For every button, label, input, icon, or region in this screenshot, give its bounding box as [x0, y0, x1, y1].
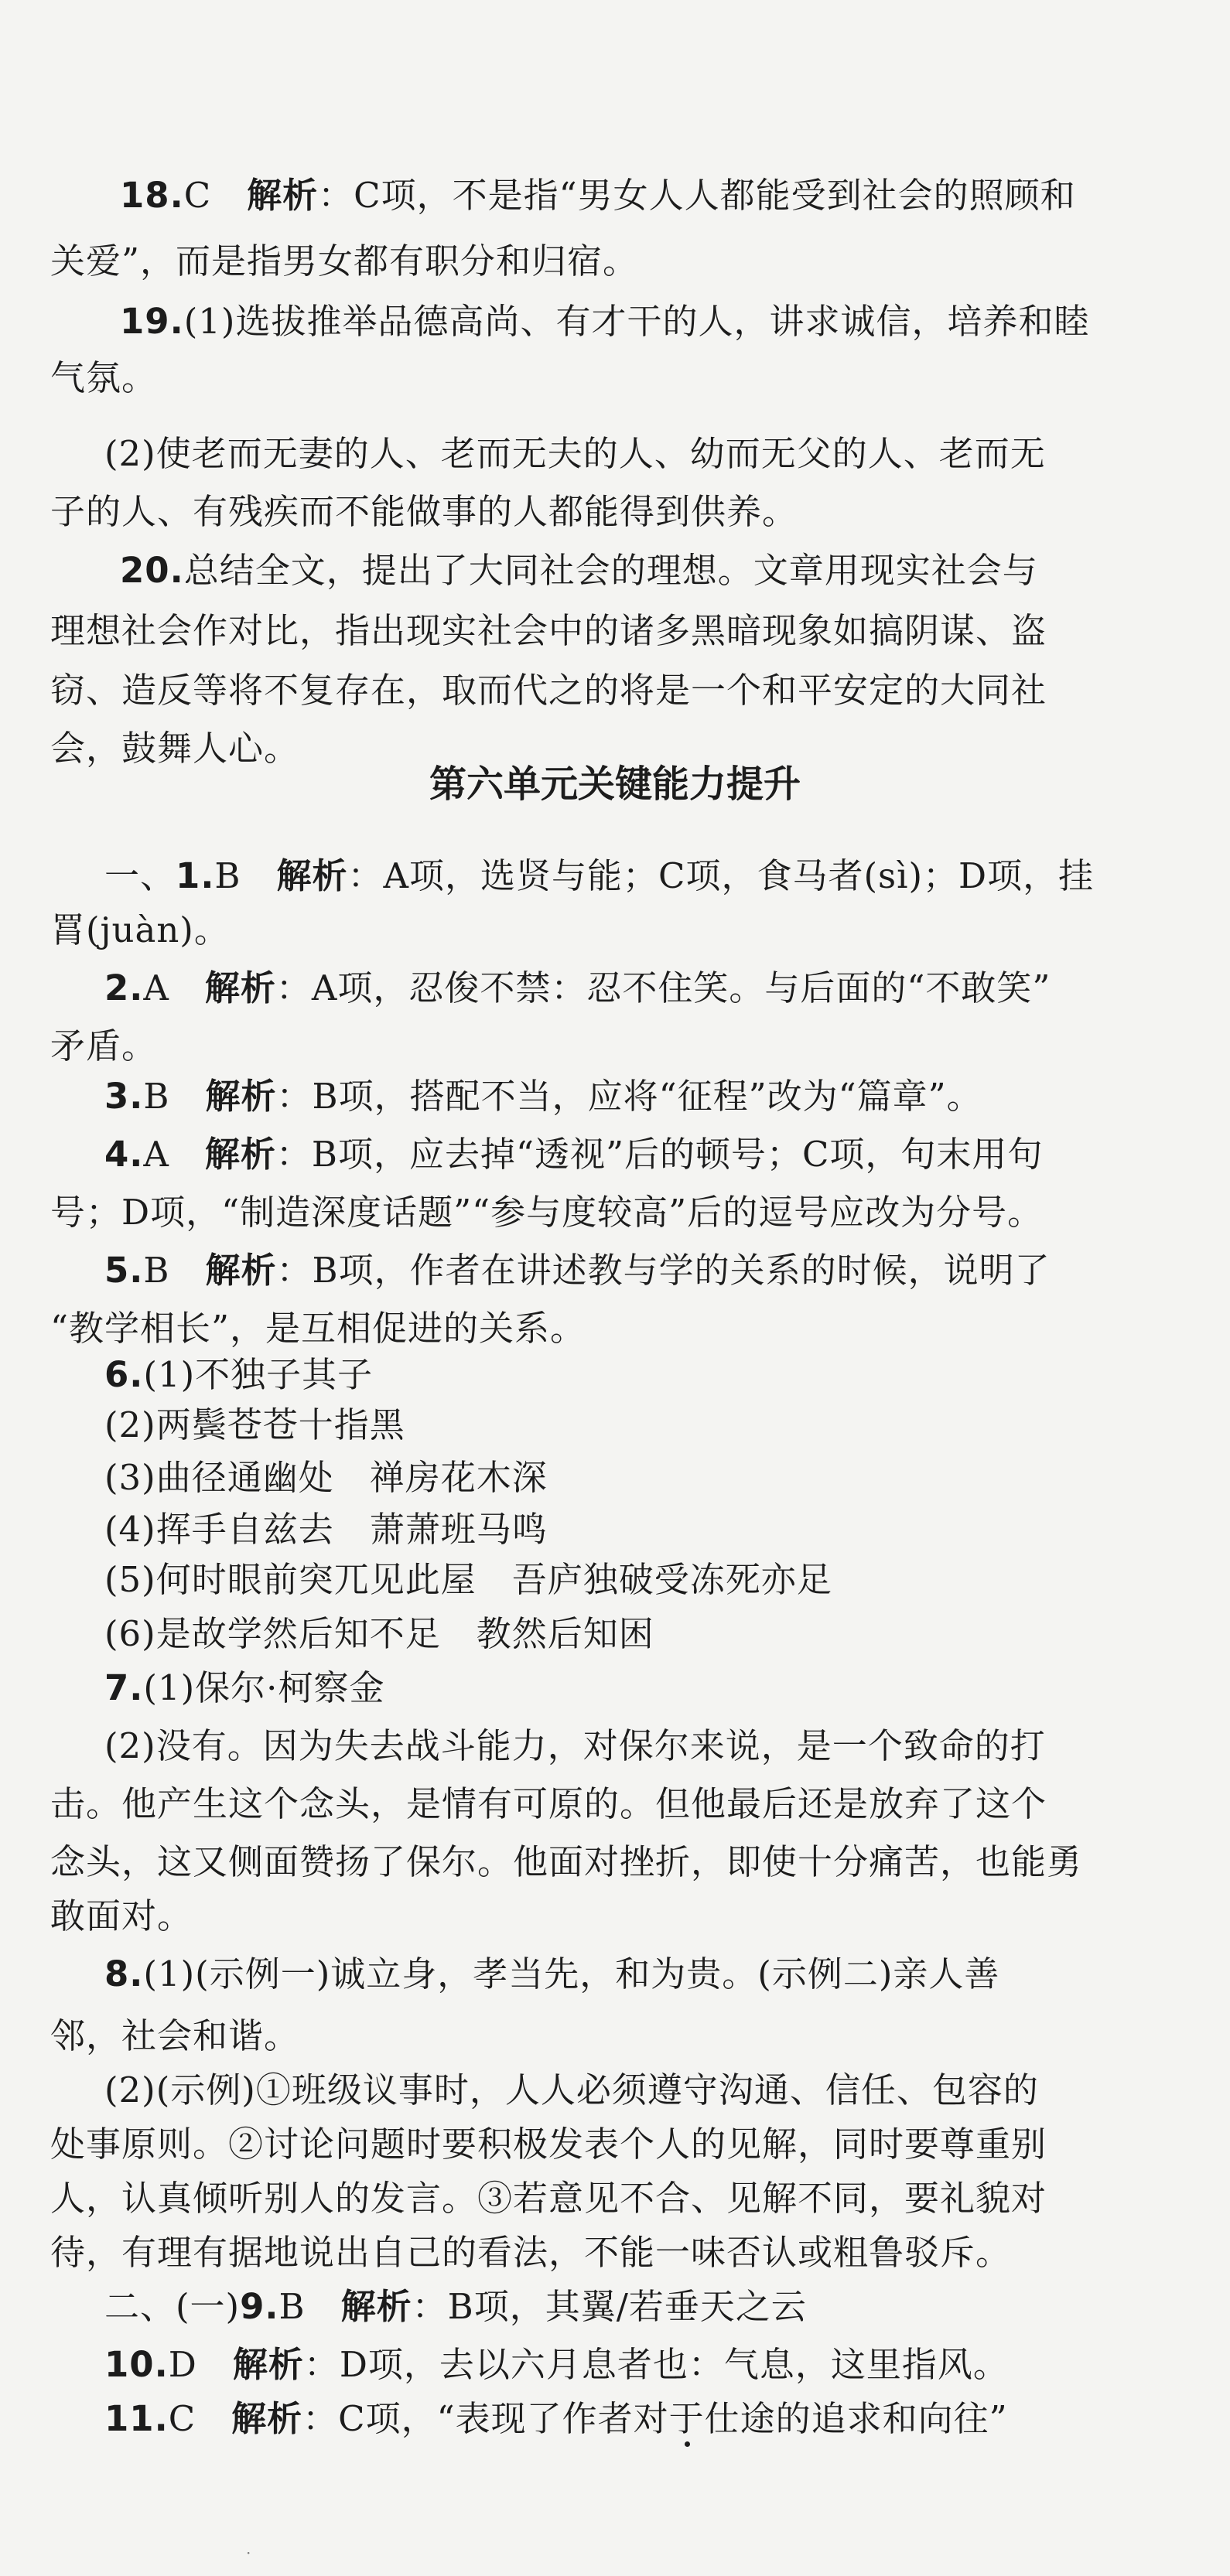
- answer-line-text: 矛盾。: [50, 1025, 158, 1066]
- question-number: 5.: [104, 1250, 144, 1291]
- answer-line-text: (6)是故学然后知不足 教然后知困: [104, 1613, 654, 1654]
- answer-line: [104, 2398, 1008, 2439]
- answer-line: [104, 1667, 385, 1708]
- emphasis-dot-char: 于: [668, 2398, 705, 2439]
- answer-line: [50, 1783, 1047, 1824]
- answer-line-text: B 解析：B项，搭配不当，应将“征程”改为“篇章”。: [143, 1076, 982, 1117]
- analysis-label: 解析: [247, 175, 319, 216]
- answer-line-text: (2)(示例)①班级议事时，人人必须遵守沟通、信任、包容的: [104, 2069, 1039, 2110]
- analysis-label: 解析: [205, 1076, 277, 1117]
- question-number: 20.: [120, 550, 184, 591]
- answer-line: [104, 1725, 1046, 1766]
- question-number: 3.: [104, 1076, 144, 1117]
- answer-line-text: 罥(juàn)。: [50, 909, 230, 950]
- answer-line-text: 处事原则。②讨论问题时要积极发表个人的见解，同时要尊重别: [50, 2124, 1047, 2165]
- answer-line-text: B 解析：B项，其翼/若垂天之云: [278, 2286, 807, 2327]
- answer-line-text: (1)保尔·柯察金: [143, 1667, 385, 1708]
- answer-line: [50, 670, 1047, 711]
- answer-line-text: 念头，这又侧面赞扬了保尔。他面对挫折，即使十分痛苦，也能勇: [50, 1841, 1083, 1882]
- answer-line: [104, 1457, 548, 1498]
- answer-line-text: (1)(示例一)诚立身，孝当先，和为贵。(示例二)亲人善: [143, 1953, 1000, 1994]
- answer-line-text: 击。他产生这个念头，是情有可原的。但他最后还是放弃了这个: [50, 1783, 1047, 1824]
- answer-line: [104, 1404, 405, 1445]
- answer-line-text: “教学相长”，是互相促进的关系。: [50, 1308, 586, 1349]
- answer-line: [50, 2178, 1047, 2219]
- answer-line: [50, 610, 1047, 651]
- answer-line: [50, 1895, 193, 1936]
- answer-line-text: B 解析：B项，作者在讲述教与学的关系的时候，说明了: [143, 1250, 1051, 1291]
- answer-line: [104, 1354, 374, 1395]
- analysis-label: 解析: [204, 1134, 276, 1175]
- answer-line-text: 总结全文，提出了大同社会的理想。文章用现实社会与: [183, 550, 1038, 591]
- answer-line: [104, 2286, 807, 2327]
- answer-line-text: 气氛。: [50, 357, 158, 398]
- answer-line-text: (2)两鬓苍苍十指黑: [104, 1404, 405, 1445]
- answer-line: [104, 2069, 1039, 2110]
- answer-line: [104, 1509, 548, 1550]
- question-number: 9.: [240, 2286, 279, 2327]
- question-number: 1.: [176, 855, 215, 896]
- answer-line-text: 关爱”，而是指男女都有职分和归宿。: [50, 241, 639, 281]
- answer-line-text: 号；D项，“制造深度话题”“参与度较高”后的逗号应改为分号。: [50, 1192, 1044, 1233]
- section-prefix: 二、(一): [104, 2286, 241, 2327]
- answer-line: [104, 2344, 1009, 2385]
- page-speck: ·: [246, 2544, 251, 2562]
- answer-line: [104, 1134, 1044, 1175]
- answer-line-text: C 解析：C项，“表现了作者对于仕途的追求和向往”: [168, 2398, 1008, 2439]
- answer-line: [50, 1308, 586, 1349]
- question-number: 8.: [104, 1953, 144, 1994]
- answer-line: [104, 1613, 654, 1654]
- answer-line-text: 待，有理有据地说出自己的看法，不能一味否认或粗鲁驳斥。: [50, 2232, 1012, 2273]
- answer-line: [50, 1841, 1083, 1882]
- question-number: 7.: [104, 1667, 144, 1708]
- answer-line-text: B 解析：A项，选贤与能；C项，食马者(sì)；D项，挂: [214, 855, 1095, 896]
- answer-line: [50, 909, 230, 950]
- question-number: 4.: [104, 1134, 144, 1175]
- answer-line-text: D 解析：D项，去以六月息者也：气息，这里指风。: [168, 2344, 1009, 2385]
- section-title: 第六单元关键能力提升: [429, 763, 801, 806]
- question-number: 19.: [120, 301, 184, 342]
- question-number: 11.: [104, 2398, 169, 2439]
- answer-line-text: (1)选拔推举品德高尚、有才干的人，讲求诚信，培养和睦: [183, 301, 1090, 342]
- answer-line-text: (2)使老而无妻的人、老而无夫的人、幼而无父的人、老而无: [104, 433, 1046, 474]
- answer-line-text: 邻，社会和谐。: [50, 2015, 300, 2056]
- answer-line-text: (5)何时眼前突兀见此屋 吾庐独破受冻死亦足: [104, 1559, 832, 1600]
- answer-line: [104, 855, 1095, 896]
- answer-line-text: (1)不独子其子: [143, 1354, 374, 1395]
- answer-line-text: 敢面对。: [50, 1895, 193, 1936]
- answer-line-text: A 解析：A项，忍俊不禁：忍不住笑。与后面的“不敢笑”: [143, 967, 1051, 1008]
- question-number: 10.: [104, 2344, 169, 2385]
- answer-line-text: (4)挥手自兹去 萧萧班马鸣: [104, 1509, 548, 1550]
- answer-line: [120, 175, 1076, 216]
- answer-line-text: (2)没有。因为失去战斗能力，对保尔来说，是一个致命的打: [104, 1725, 1046, 1766]
- question-number: 18.: [120, 175, 184, 216]
- question-number: 2.: [104, 967, 144, 1008]
- answer-line: [104, 1250, 1051, 1291]
- answer-line-text: 子的人、有残疾而不能做事的人都能得到供养。: [50, 491, 798, 532]
- answer-line-text: 人，认真倾听别人的发言。③若意见不合、见解不同，要礼貌对: [50, 2178, 1047, 2219]
- answer-line: [50, 2015, 300, 2056]
- answer-line: [50, 2232, 1012, 2273]
- answer-line: [104, 1953, 1000, 1994]
- analysis-label: 解析: [232, 2344, 304, 2385]
- section-prefix: 一、: [104, 855, 176, 896]
- analysis-label: 解析: [205, 1250, 277, 1291]
- analysis-label: 解析: [340, 2286, 412, 2327]
- answer-line: [50, 2124, 1047, 2165]
- answer-line-text: C 解析：C项，不是指“男女人人都能受到社会的照顾和: [183, 175, 1076, 216]
- answer-line: [104, 1076, 982, 1117]
- answer-line: [104, 1559, 832, 1600]
- answer-line-text: 会，鼓舞人心。: [50, 728, 300, 769]
- answer-line: [50, 241, 639, 281]
- answer-line-text: 窃、造反等将不复存在，取而代之的将是一个和平安定的大同社: [50, 670, 1047, 711]
- answer-line: [50, 1025, 158, 1066]
- answer-line: [50, 1192, 1044, 1233]
- answer-line: [50, 357, 158, 398]
- answer-line-text: 理想社会作对比，指出现实社会中的诸多黑暗现象如搞阴谋、盗: [50, 610, 1047, 651]
- analysis-label: 解析: [231, 2398, 303, 2439]
- analysis-label: 解析: [276, 855, 348, 896]
- answer-line: [104, 433, 1046, 474]
- answer-line-text: (3)曲径通幽处 禅房花木深: [104, 1457, 548, 1498]
- answer-line-text: A 解析：B项，应去掉“透视”后的顿号；C项，句末用句: [143, 1134, 1044, 1175]
- answer-line: [120, 550, 1038, 591]
- answer-line: [104, 967, 1051, 1008]
- answer-line: [50, 491, 798, 532]
- analysis-label: 解析: [204, 967, 276, 1008]
- question-number: 6.: [104, 1354, 144, 1395]
- answer-line: [120, 301, 1090, 342]
